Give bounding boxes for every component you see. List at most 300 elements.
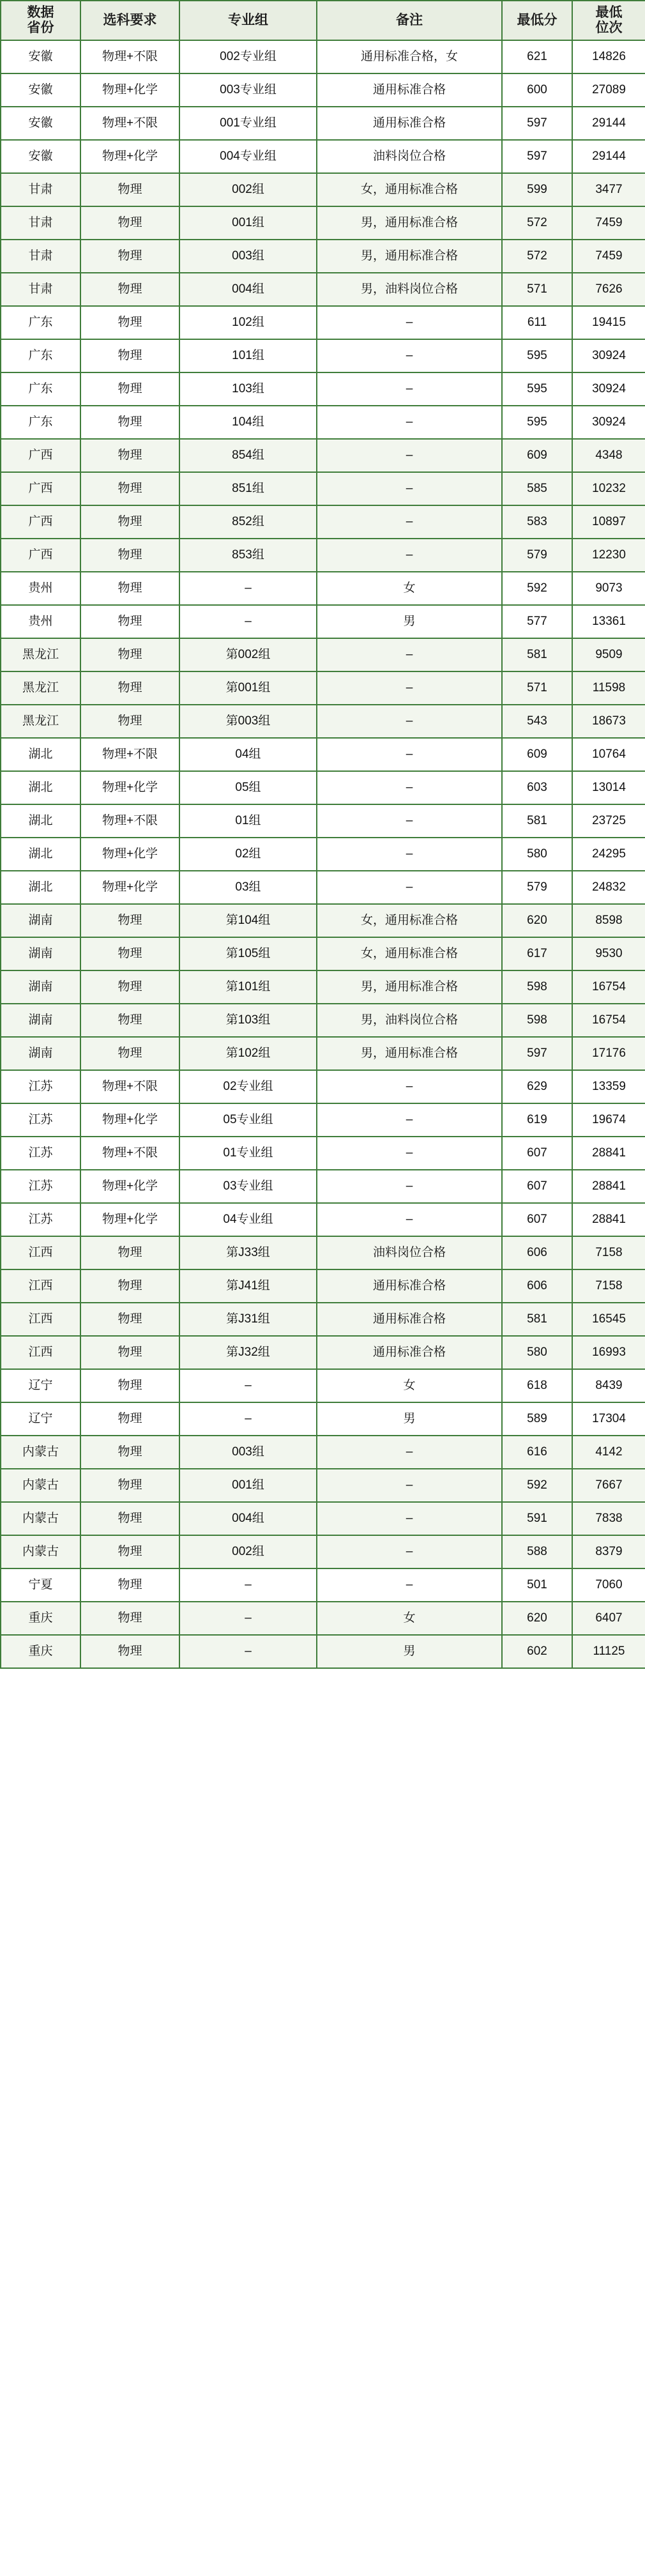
cell-remark: – — [317, 1170, 502, 1203]
cell-min-rank: 28841 — [572, 1137, 645, 1170]
cell-subject: 物理+不限 — [80, 804, 179, 838]
cell-subject: 物理 — [80, 1004, 179, 1037]
cell-min-rank: 11125 — [572, 1635, 645, 1668]
cell-province: 江西 — [1, 1269, 80, 1303]
cell-group: 102组 — [179, 306, 317, 339]
cell-subject: 物理 — [80, 671, 179, 705]
cell-min-score: 617 — [502, 937, 572, 970]
cell-remark: – — [317, 1469, 502, 1502]
table-row — [1, 173, 645, 206]
cell-min-score: 592 — [502, 572, 572, 605]
cell-min-score: 572 — [502, 240, 572, 273]
cell-province: 江苏 — [1, 1203, 80, 1236]
cell-min-rank: 7060 — [572, 1568, 645, 1602]
cell-province: 辽宁 — [1, 1369, 80, 1402]
cell-group: 04组 — [179, 738, 317, 771]
cell-min-score: 595 — [502, 372, 572, 406]
cell-province: 江西 — [1, 1336, 80, 1369]
table-row — [1, 572, 645, 605]
cell-group: 001组 — [179, 1469, 317, 1502]
column-header-province-line2: 省份 — [27, 20, 54, 36]
table-row — [1, 372, 645, 406]
cell-min-score: 577 — [502, 605, 572, 638]
cell-remark: 女，通用标准合格 — [317, 173, 502, 206]
cell-remark: – — [317, 1070, 502, 1103]
cell-min-score: 579 — [502, 871, 572, 904]
cell-subject: 物理 — [80, 1369, 179, 1402]
cell-group: – — [179, 1402, 317, 1436]
cell-min-rank: 7626 — [572, 273, 645, 306]
cell-remark: – — [317, 638, 502, 671]
cell-min-rank: 7459 — [572, 206, 645, 240]
cell-group: 002组 — [179, 1535, 317, 1568]
cell-subject: 物理 — [80, 1568, 179, 1602]
cell-remark: 男，通用标准合格 — [317, 240, 502, 273]
table-row — [1, 1203, 645, 1236]
cell-remark: – — [317, 771, 502, 804]
table-row — [1, 1236, 645, 1269]
cell-min-rank: 8598 — [572, 904, 645, 937]
cell-min-score: 592 — [502, 1469, 572, 1502]
cell-min-rank: 7459 — [572, 240, 645, 273]
cell-min-rank: 12230 — [572, 539, 645, 572]
cell-remark: – — [317, 306, 502, 339]
cell-province: 安徽 — [1, 40, 80, 73]
table-row — [1, 1170, 645, 1203]
cell-subject: 物理 — [80, 173, 179, 206]
cell-province: 内蒙古 — [1, 1502, 80, 1535]
cell-min-rank: 11598 — [572, 671, 645, 705]
column-header-province-line1: 数据 — [27, 5, 54, 20]
table-row — [1, 1635, 645, 1668]
cell-province: 广西 — [1, 539, 80, 572]
cell-min-rank: 16993 — [572, 1336, 645, 1369]
table-row — [1, 539, 645, 572]
cell-min-score: 602 — [502, 1635, 572, 1668]
cell-province: 湖北 — [1, 738, 80, 771]
cell-min-rank: 19674 — [572, 1103, 645, 1137]
cell-min-score: 580 — [502, 1336, 572, 1369]
cell-min-score: 598 — [502, 1004, 572, 1037]
cell-subject: 物理+化学 — [80, 1203, 179, 1236]
column-header-min-score: 最低分 — [502, 1, 572, 40]
cell-group: 851组 — [179, 472, 317, 505]
column-header-province — [1, 1, 80, 40]
cell-subject: 物理 — [80, 339, 179, 372]
cell-min-score: 607 — [502, 1203, 572, 1236]
cell-province: 广西 — [1, 472, 80, 505]
cell-subject: 物理 — [80, 970, 179, 1004]
cell-min-score: 581 — [502, 1303, 572, 1336]
cell-province: 甘肃 — [1, 240, 80, 273]
cell-province: 湖南 — [1, 937, 80, 970]
cell-group: 第105组 — [179, 937, 317, 970]
cell-min-score: 595 — [502, 339, 572, 372]
cell-group: 003组 — [179, 1436, 317, 1469]
cell-subject: 物理 — [80, 904, 179, 937]
cell-group: 004专业组 — [179, 140, 317, 173]
cell-min-score: 572 — [502, 206, 572, 240]
cell-group: 104组 — [179, 406, 317, 439]
cell-province: 内蒙古 — [1, 1436, 80, 1469]
table-header-row — [1, 1, 645, 40]
cell-remark: 通用标准合格 — [317, 73, 502, 107]
cell-group: 第104组 — [179, 904, 317, 937]
cell-min-score: 609 — [502, 439, 572, 472]
cell-subject: 物理+不限 — [80, 1137, 179, 1170]
cell-remark: 女 — [317, 1602, 502, 1635]
table-row — [1, 904, 645, 937]
table-row — [1, 871, 645, 904]
cell-subject: 物理 — [80, 306, 179, 339]
cell-group: – — [179, 1568, 317, 1602]
cell-remark: – — [317, 1568, 502, 1602]
table-row — [1, 107, 645, 140]
cell-remark: – — [317, 539, 502, 572]
cell-subject: 物理+不限 — [80, 107, 179, 140]
cell-remark: – — [317, 871, 502, 904]
cell-min-rank: 17304 — [572, 1402, 645, 1436]
table-row — [1, 40, 645, 73]
cell-min-score: 603 — [502, 771, 572, 804]
cell-subject: 物理 — [80, 1635, 179, 1668]
cell-group: 002专业组 — [179, 40, 317, 73]
cell-province: 湖南 — [1, 904, 80, 937]
cell-min-score: 606 — [502, 1236, 572, 1269]
cell-group: 第003组 — [179, 705, 317, 738]
cell-remark: – — [317, 372, 502, 406]
cell-province: 江苏 — [1, 1103, 80, 1137]
cell-min-score: 607 — [502, 1170, 572, 1203]
cell-group: 003组 — [179, 240, 317, 273]
cell-min-rank: 14826 — [572, 40, 645, 73]
cell-min-rank: 13359 — [572, 1070, 645, 1103]
cell-subject: 物理 — [80, 505, 179, 539]
cell-subject: 物理 — [80, 1269, 179, 1303]
table-row — [1, 1004, 645, 1037]
cell-province: 广东 — [1, 339, 80, 372]
cell-remark: 通用标准合格 — [317, 107, 502, 140]
cell-group: 004组 — [179, 1502, 317, 1535]
cell-remark: – — [317, 472, 502, 505]
cell-group: 第J33组 — [179, 1236, 317, 1269]
cell-min-score: 629 — [502, 1070, 572, 1103]
cell-group: 003专业组 — [179, 73, 317, 107]
table-row — [1, 505, 645, 539]
cell-province: 湖南 — [1, 1037, 80, 1070]
cell-subject: 物理 — [80, 240, 179, 273]
cell-province: 广东 — [1, 306, 80, 339]
table-row — [1, 1137, 645, 1170]
table-row — [1, 1103, 645, 1137]
cell-remark: 通用标准合格 — [317, 1336, 502, 1369]
cell-min-rank: 7838 — [572, 1502, 645, 1535]
cell-subject: 物理 — [80, 372, 179, 406]
table-row — [1, 1535, 645, 1568]
cell-province: 湖北 — [1, 771, 80, 804]
cell-min-score: 591 — [502, 1502, 572, 1535]
cell-group: – — [179, 572, 317, 605]
cell-subject: 物理 — [80, 1037, 179, 1070]
table-row — [1, 1602, 645, 1635]
cell-min-rank: 9530 — [572, 937, 645, 970]
cell-subject: 物理+化学 — [80, 73, 179, 107]
cell-min-score: 611 — [502, 306, 572, 339]
cell-subject: 物理 — [80, 1402, 179, 1436]
cell-subject: 物理 — [80, 638, 179, 671]
cell-province: 内蒙古 — [1, 1469, 80, 1502]
cell-min-rank: 4348 — [572, 439, 645, 472]
cell-subject: 物理 — [80, 539, 179, 572]
cell-group: 02组 — [179, 838, 317, 871]
cell-province: 贵州 — [1, 605, 80, 638]
cell-group: 002组 — [179, 173, 317, 206]
cell-subject: 物理+不限 — [80, 1070, 179, 1103]
cell-province: 辽宁 — [1, 1402, 80, 1436]
cell-min-rank: 30924 — [572, 406, 645, 439]
cell-remark: 女，通用标准合格 — [317, 904, 502, 937]
cell-subject: 物理+化学 — [80, 871, 179, 904]
cell-min-rank: 16754 — [572, 1004, 645, 1037]
table-row — [1, 705, 645, 738]
cell-min-rank: 29144 — [572, 140, 645, 173]
cell-min-score: 620 — [502, 1602, 572, 1635]
cell-group: 852组 — [179, 505, 317, 539]
table-header — [1, 1, 645, 40]
cell-group: 第002组 — [179, 638, 317, 671]
cell-remark: – — [317, 804, 502, 838]
cell-min-score: 599 — [502, 173, 572, 206]
cell-province: 广西 — [1, 439, 80, 472]
cell-province: 江苏 — [1, 1170, 80, 1203]
table-row — [1, 1269, 645, 1303]
cell-province: 甘肃 — [1, 173, 80, 206]
cell-remark: 油料岗位合格 — [317, 1236, 502, 1269]
cell-province: 江苏 — [1, 1070, 80, 1103]
cell-min-rank: 9509 — [572, 638, 645, 671]
cell-province: 广东 — [1, 372, 80, 406]
table-row — [1, 738, 645, 771]
table-body — [1, 40, 645, 1668]
cell-min-score: 598 — [502, 970, 572, 1004]
cell-province: 黑龙江 — [1, 638, 80, 671]
cell-province: 广西 — [1, 505, 80, 539]
cell-subject: 物理 — [80, 1303, 179, 1336]
cell-min-rank: 16545 — [572, 1303, 645, 1336]
cell-province: 重庆 — [1, 1602, 80, 1635]
cell-min-score: 618 — [502, 1369, 572, 1402]
table-row — [1, 406, 645, 439]
cell-group: 03专业组 — [179, 1170, 317, 1203]
cell-subject: 物理 — [80, 1436, 179, 1469]
table-row — [1, 339, 645, 372]
cell-province: 江西 — [1, 1236, 80, 1269]
cell-remark: – — [317, 705, 502, 738]
cell-remark: – — [317, 406, 502, 439]
cell-province: 黑龙江 — [1, 671, 80, 705]
cell-min-rank: 28841 — [572, 1203, 645, 1236]
cell-min-rank: 18673 — [572, 705, 645, 738]
cell-min-score: 621 — [502, 40, 572, 73]
cell-remark: 女 — [317, 572, 502, 605]
cell-subject: 物理 — [80, 439, 179, 472]
cell-group: 05组 — [179, 771, 317, 804]
cell-min-rank: 10232 — [572, 472, 645, 505]
cell-group: 001组 — [179, 206, 317, 240]
table-row — [1, 240, 645, 273]
cell-min-rank: 23725 — [572, 804, 645, 838]
column-header-min-rank — [572, 1, 645, 40]
cell-remark: 男 — [317, 1402, 502, 1436]
cell-group: 第J32组 — [179, 1336, 317, 1369]
cell-remark: – — [317, 1502, 502, 1535]
table-row — [1, 804, 645, 838]
cell-province: 湖南 — [1, 1004, 80, 1037]
cell-province: 江西 — [1, 1303, 80, 1336]
cell-group: 第101组 — [179, 970, 317, 1004]
cell-remark: 男，通用标准合格 — [317, 970, 502, 1004]
cell-min-score: 607 — [502, 1137, 572, 1170]
cell-min-score: 580 — [502, 838, 572, 871]
cell-min-rank: 8379 — [572, 1535, 645, 1568]
cell-remark: 通用标准合格 — [317, 1303, 502, 1336]
cell-remark: 油料岗位合格 — [317, 140, 502, 173]
cell-min-score: 616 — [502, 1436, 572, 1469]
cell-subject: 物理+不限 — [80, 40, 179, 73]
cell-remark: – — [317, 1203, 502, 1236]
cell-subject: 物理 — [80, 472, 179, 505]
table-row — [1, 937, 645, 970]
cell-min-score: 588 — [502, 1535, 572, 1568]
cell-province: 安徽 — [1, 73, 80, 107]
cell-min-score: 543 — [502, 705, 572, 738]
cell-min-score: 581 — [502, 804, 572, 838]
cell-group: 004组 — [179, 273, 317, 306]
cell-subject: 物理+化学 — [80, 838, 179, 871]
cell-province: 甘肃 — [1, 273, 80, 306]
cell-remark: 男，油料岗位合格 — [317, 273, 502, 306]
cell-group: 第J31组 — [179, 1303, 317, 1336]
cell-province: 贵州 — [1, 572, 80, 605]
cell-subject: 物理+化学 — [80, 1170, 179, 1203]
cell-min-score: 579 — [502, 539, 572, 572]
cell-min-rank: 27089 — [572, 73, 645, 107]
cell-min-rank: 7667 — [572, 1469, 645, 1502]
cell-subject: 物理+化学 — [80, 1103, 179, 1137]
cell-group: 854组 — [179, 439, 317, 472]
column-header-min-rank-line2: 位次 — [595, 20, 623, 36]
cell-remark: – — [317, 838, 502, 871]
table-row — [1, 771, 645, 804]
cell-min-rank: 24295 — [572, 838, 645, 871]
table-row — [1, 1336, 645, 1369]
table-row — [1, 671, 645, 705]
cell-min-rank: 10897 — [572, 505, 645, 539]
cell-province: 安徽 — [1, 107, 80, 140]
cell-remark: – — [317, 1137, 502, 1170]
cell-min-rank: 7158 — [572, 1236, 645, 1269]
cell-province: 宁夏 — [1, 1568, 80, 1602]
cell-remark: – — [317, 738, 502, 771]
table-row — [1, 73, 645, 107]
cell-province: 广东 — [1, 406, 80, 439]
table-row — [1, 472, 645, 505]
cell-group: 02专业组 — [179, 1070, 317, 1103]
cell-min-score: 583 — [502, 505, 572, 539]
table-row — [1, 605, 645, 638]
cell-subject: 物理 — [80, 1336, 179, 1369]
cell-min-rank: 7158 — [572, 1269, 645, 1303]
table-row — [1, 1070, 645, 1103]
cell-remark: 男，通用标准合格 — [317, 206, 502, 240]
cell-remark: 男，油料岗位合格 — [317, 1004, 502, 1037]
table-row — [1, 306, 645, 339]
cell-subject: 物理+不限 — [80, 738, 179, 771]
cell-min-rank: 13014 — [572, 771, 645, 804]
table-row — [1, 1037, 645, 1070]
column-header-subject: 选科要求 — [80, 1, 179, 40]
cell-min-rank: 6407 — [572, 1602, 645, 1635]
cell-min-score: 609 — [502, 738, 572, 771]
cell-remark: – — [317, 505, 502, 539]
cell-subject: 物理 — [80, 937, 179, 970]
cell-min-score: 619 — [502, 1103, 572, 1137]
cell-min-rank: 30924 — [572, 372, 645, 406]
table-row — [1, 1402, 645, 1436]
table-row — [1, 970, 645, 1004]
cell-group: 03组 — [179, 871, 317, 904]
cell-remark: 通用标准合格，女 — [317, 40, 502, 73]
cell-subject: 物理 — [80, 1602, 179, 1635]
cell-min-rank: 10764 — [572, 738, 645, 771]
table-row — [1, 439, 645, 472]
cell-remark: – — [317, 1436, 502, 1469]
column-header-remark: 备注 — [317, 1, 502, 40]
cell-subject: 物理 — [80, 1535, 179, 1568]
cell-remark: – — [317, 339, 502, 372]
cell-subject: 物理 — [80, 1469, 179, 1502]
cell-min-score: 501 — [502, 1568, 572, 1602]
cell-min-rank: 24832 — [572, 871, 645, 904]
cell-subject: 物理 — [80, 605, 179, 638]
cell-group: 853组 — [179, 539, 317, 572]
cell-min-score: 571 — [502, 273, 572, 306]
cell-subject: 物理+化学 — [80, 140, 179, 173]
column-header-min-rank-line1: 最低 — [595, 5, 623, 20]
cell-province: 湖北 — [1, 804, 80, 838]
cell-province: 安徽 — [1, 140, 80, 173]
cell-min-rank: 8439 — [572, 1369, 645, 1402]
cell-group: 101组 — [179, 339, 317, 372]
cell-remark: 男 — [317, 1635, 502, 1668]
cell-min-score: 589 — [502, 1402, 572, 1436]
cell-subject: 物理 — [80, 1236, 179, 1269]
table-row — [1, 1568, 645, 1602]
cell-group: 第102组 — [179, 1037, 317, 1070]
cell-min-rank: 9073 — [572, 572, 645, 605]
cell-min-score: 597 — [502, 1037, 572, 1070]
cell-group: – — [179, 1635, 317, 1668]
cell-min-rank: 16754 — [572, 970, 645, 1004]
cell-min-rank: 28841 — [572, 1170, 645, 1203]
cell-subject: 物理 — [80, 406, 179, 439]
cell-remark: – — [317, 1103, 502, 1137]
cell-group: – — [179, 1369, 317, 1402]
cell-min-rank: 13361 — [572, 605, 645, 638]
cell-min-rank: 19415 — [572, 306, 645, 339]
cell-min-rank: 30924 — [572, 339, 645, 372]
cell-remark: – — [317, 439, 502, 472]
